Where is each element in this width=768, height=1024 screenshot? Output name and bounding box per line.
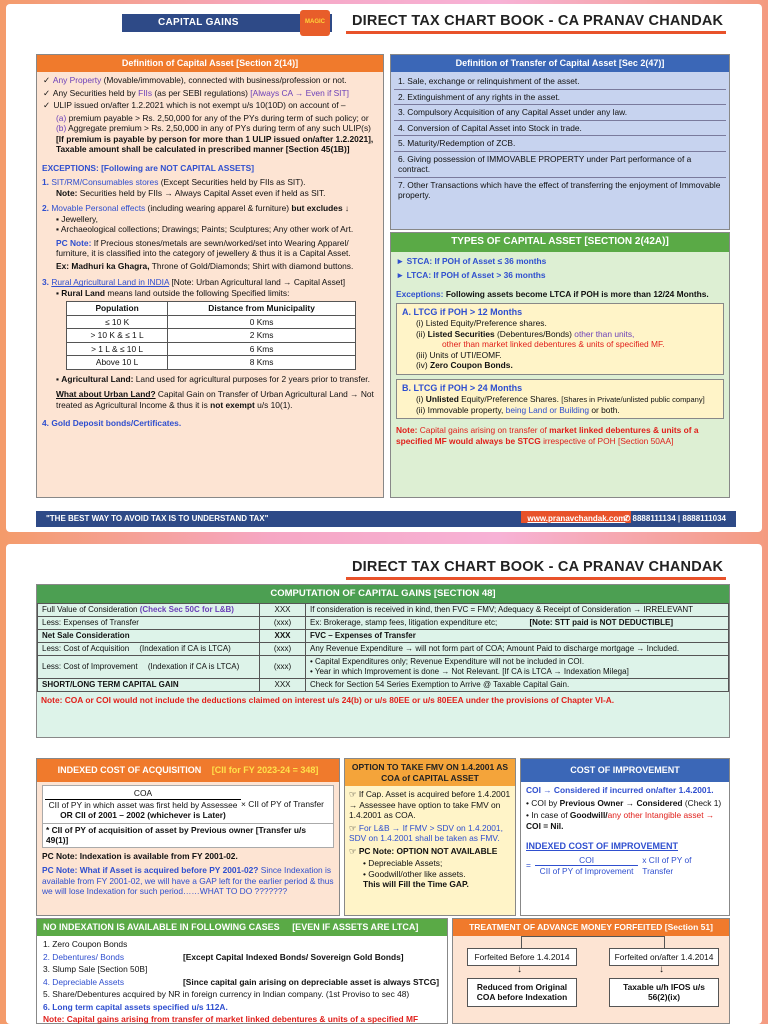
stca-line: ► STCA: If POH of Asset ≤ 36 months bbox=[396, 255, 547, 266]
ltcg-12-box bbox=[396, 303, 724, 375]
text: irrespective of POH [Section 50AA] bbox=[543, 435, 674, 446]
panel-header: NO INDEXATION IS AVAILABLE IN FOLLOWING CASES bbox=[43, 922, 280, 932]
pointer-icon: ☞ bbox=[349, 789, 357, 800]
formula-denominator-2: OR CII of 2001 – 2002 (whichever is Later) bbox=[60, 810, 226, 821]
page-capital-gains-2 bbox=[6, 544, 762, 1024]
formula-numerator: COI bbox=[579, 854, 595, 865]
footer-phone: 8888111134 | 8888111034 bbox=[632, 514, 726, 523]
table-row bbox=[38, 655, 729, 678]
arrow-down-icon: ↓ bbox=[659, 963, 664, 975]
box-title: B. LTCG if POH > 24 Months bbox=[402, 382, 523, 393]
text: 2. Debentures/ Bonds bbox=[43, 951, 125, 962]
formula-denominator: CII of PY in which asset was first held by Assessee bbox=[45, 799, 241, 811]
arrow-down-icon: ↓ bbox=[517, 963, 522, 975]
website-link[interactable]: www.pranavchandak.com bbox=[521, 511, 631, 523]
fmv-option-panel: OPTION TO TAKE FMV ON 1.4.2001 AS COA of CAPITAL ASSET ☞ If Cap. Asset is acquired before 1.4.2001 → Assessee have option to take FMV on 1.4.2001 as COA. ☞ For L&B → If FMV > SDV on 1.4.2001, SDV on 1.4.2001 shall be taken as FMV. ☞ PC Note: OPTION NOT AVAILABLE • Depreciable Assets; • Goodwill/other like assets. This will Fill the Time GAP. bbox=[344, 758, 516, 916]
cell: > 1 L & ≤ 10 L bbox=[67, 342, 168, 356]
indexed-cost-panel bbox=[36, 758, 340, 916]
check-icon: ✓ bbox=[42, 75, 51, 86]
text: other than units, bbox=[574, 328, 635, 339]
text: other than market linked debentures & units of specified MF. bbox=[442, 339, 665, 350]
text: [Shares in Private/unlisted public company] bbox=[561, 395, 705, 404]
cii-value: [CII for FY 2023-24 = 348] bbox=[211, 765, 319, 775]
text: (a) bbox=[56, 112, 67, 123]
table-row bbox=[38, 642, 729, 655]
panel-header: COST OF IMPROVEMENT bbox=[521, 759, 729, 782]
text: (Movable/immovable), connected with business/profession or not. bbox=[103, 75, 347, 86]
list-item bbox=[43, 989, 441, 1000]
flow-result-after: Taxable u/h IFOS u/s 56(2)(ix) bbox=[609, 978, 719, 1007]
list-item bbox=[43, 952, 441, 963]
text: In case of bbox=[531, 810, 568, 821]
panel-header: OPTION TO TAKE FMV ON 1.4.2001 AS COA of CAPITAL ASSET bbox=[345, 759, 515, 786]
list-item: 4. Conversion of Capital Asset into Stock in trade. bbox=[394, 121, 726, 137]
cell: Less: Cost of Acquisition bbox=[42, 643, 130, 653]
text: 3. bbox=[42, 277, 49, 288]
cell: 6 Kms bbox=[168, 342, 356, 356]
table-row bbox=[38, 616, 729, 629]
table-row bbox=[67, 342, 356, 356]
capital-asset-definition-panel: Definition of Capital Asset [Section 2(14)] ✓ Any Property (Movable/immovable), connected with business/profession or not. ✓ Any Securities held by FIIs (as per SEBI regulations) [Always CA → Even if SIT] ✓ ULIP issued on/after 1.2.2021 which is not exempt u/s 10(10D) on account of – (a) premium payable > Rs. 2,50,000 for any of the PYs during term of such policy; or (b) Aggregate premium > Rs. 2,50,000 in any of PYs during term of any such ULIP(s) [If premium is payable by person for more than 1 ULIP issued on/after 1.2.2021], Taxable amount shall be calculated in prescribed manner [Section 45(1B)] EXCEPTIONS: [Following are NOT CAPITAL ASSETS] 1. SIT/RM/Consumables stores (Except Securities held by FIIs as SIT). Note: Securities held by FIIs → Always Capital Asset even if held as SIT. 2. Movable Personal effects (including wearing apparel & furniture) but excludes ↓ ▪ Jewellery, ▪ Archaeological collections; Drawings; Paints; Sculptures; Any other work of Art. PC Note: If Precious stones/metals are sewn/worked/set into Wearing Apparel/ furniture, it is classified into the category of jewellery & thus it is a Capital Asset. Ex: Madhuri ka Ghagra, Throne of Gold/Diamonds; Shirt with diamond buttons. 3. Rural Agricultural Land in INDIA [Note: Urban Agricultural land → Capital Asset] ▪ Rural Land means land outside the following Specified limits: Population Distance from Municipality ≤ 10 K 0 Kms > 10 K & ≤ 1 L 2 Kms > 1 L & ≤ 10 L 6 Kms Above 10 L 8 Kms ▪ Agricultural Land: Land used for agricultural purposes for 2 years prior to transfer. What about Urban Land? Capital Gain on Transfer of Urban Agricultural Land → Not treated as Agricultural Income & thus it is not exempt u/s 10(1). 4. Gold Deposit bonds/Certificates. bbox=[36, 54, 384, 498]
text: 4. bbox=[42, 418, 49, 429]
text: Exceptions: bbox=[396, 288, 444, 299]
computation-table bbox=[37, 603, 729, 692]
cost-of-improvement-panel: COST OF IMPROVEMENT COI → Considered if incurred on/after 1.4.2001. • COI by Previous Owner → Considered (Check 1) • In case of Goodwill/any other Intangible asset → COI = Nil. INDEXED COST OF IMPROVEMENT = COI CII of PY of Improvement x CII of PY of Transfer bbox=[520, 758, 730, 916]
list-item bbox=[43, 1002, 441, 1013]
text: but excludes ↓ bbox=[291, 203, 350, 214]
list-item bbox=[43, 964, 441, 975]
panel-header-2: [EVEN IF ASSETS ARE LTCA] bbox=[292, 922, 419, 932]
text: Since Indexation is available from FY 2001-02, we will have a GAP left for the earlier period & thus we will lose Indexation for such period……WHAT TO DO ??????? bbox=[42, 865, 334, 897]
cell: (xxx) bbox=[260, 655, 306, 678]
advance-money-panel bbox=[452, 918, 730, 1024]
text: SIT/RM/Consumables stores bbox=[51, 177, 159, 188]
list-item bbox=[43, 977, 441, 988]
cell: 2 Kms bbox=[168, 329, 356, 343]
formula-multiplier: x CII of PY of Transfer bbox=[642, 855, 692, 876]
list-item: 1. Sale, exchange or relinquishment of the asset. bbox=[394, 74, 726, 90]
flow-box-before: Forfeited Before 1.4.2014 bbox=[467, 948, 577, 967]
list-item: 6. Giving possession of IMMOVABLE PROPERTY under Part performance of a contract. bbox=[394, 152, 726, 178]
table-row bbox=[38, 678, 729, 691]
text: Aggregate premium > Rs. 2,50,000 in any of PYs during term of any such ULIP(s) bbox=[68, 123, 371, 134]
text: (i) Listed Equity/Preference shares. bbox=[416, 318, 547, 329]
text: 1. Zero Coupon Bonds bbox=[43, 939, 128, 950]
text: means land outside the following Specified limits: bbox=[107, 287, 290, 298]
pc-note: PC Note: Indexation is available from FY 2001-02. bbox=[42, 850, 238, 861]
table-header: Population bbox=[67, 302, 168, 316]
cell: 8 Kms bbox=[168, 356, 356, 370]
cell: SHORT/LONG TERM CAPITAL GAIN bbox=[38, 678, 260, 691]
text: COI = Nil. bbox=[526, 820, 564, 831]
text: being Land or Building bbox=[505, 404, 590, 415]
book-title: DIRECT TAX CHART BOOK - CA PRANAV CHANDAK bbox=[346, 558, 726, 580]
rural-land-table bbox=[66, 301, 356, 370]
panel-header: TYPES OF CAPITAL ASSET [SECTION 2(42A)] bbox=[391, 233, 729, 252]
types-of-capital-asset-panel bbox=[390, 232, 730, 498]
cell: XXX bbox=[260, 603, 306, 616]
text: Goodwill/other like assets. bbox=[368, 868, 466, 879]
page-footer bbox=[36, 511, 736, 527]
cell: (Indexation if CA is LTCA) bbox=[139, 643, 231, 653]
cell: 0 Kms bbox=[168, 315, 356, 329]
text: (i) bbox=[416, 394, 424, 404]
text: Rural Land bbox=[61, 287, 106, 298]
formula-footnote: * CII of PY of acquisition of asset by Previous owner [Transfer u/s 49(1)] bbox=[42, 824, 334, 848]
text: (ii) Immovable property, bbox=[416, 404, 504, 415]
cell: If consideration is received in kind, then FVC = FMV; Adequacy & Receipt of Consideration → IRRELEVANT bbox=[306, 603, 729, 616]
text: [Since capital gain arising on depreciable asset is always STCG] bbox=[183, 976, 439, 987]
text: Rural Agricultural Land in INDIA bbox=[51, 277, 170, 288]
text: Equity/Preference Shares. bbox=[461, 394, 559, 404]
cell: (Indexation if CA is LTCA) bbox=[147, 661, 240, 671]
footer-quote: "THE BEST WAY TO AVOID TAX IS TO UNDERSTAND TAX" bbox=[46, 514, 269, 523]
text: Unlisted bbox=[425, 394, 459, 404]
text: not exempt bbox=[210, 399, 255, 410]
cell: Less: Expenses of Transfer bbox=[38, 616, 260, 629]
cell: Less: Cost of Improvement bbox=[42, 661, 138, 671]
text: 6. Long term capital assets specified u/s 112A. bbox=[43, 1001, 228, 1012]
text: 2. bbox=[42, 203, 49, 214]
text: market linked debentures & units of a specified MF would always be STCG bbox=[396, 425, 699, 446]
text: Land used for agricultural purposes for 2 years prior to transfer. bbox=[135, 373, 370, 384]
text: [Except Capital Indexed Bonds/ Sovereign Gold Bonds] bbox=[183, 951, 404, 962]
text: Any Property bbox=[52, 75, 102, 86]
phone-icon: ✆ bbox=[623, 514, 631, 523]
flow-box-after: Forfeited on/after 1.4.2014 bbox=[609, 948, 719, 967]
flow-connector bbox=[521, 936, 665, 948]
text: [Always CA → Even if SIT] bbox=[250, 87, 349, 98]
cell: FVC – Expenses of Transfer bbox=[306, 629, 729, 642]
magic-logo: MAGIC bbox=[300, 10, 330, 36]
text: Securities held by FIIs → Always Capital Asset even if held as SIT. bbox=[79, 187, 326, 198]
cell: (xxx) bbox=[260, 642, 306, 655]
flow-result-before: Reduced from Original COA before Indexation bbox=[467, 978, 577, 1007]
text: (iii) Units of UTI/EOMF. bbox=[416, 349, 502, 360]
text: ULIP issued on/after 1.2.2021 which is not exempt u/s 10(10D) on account of – bbox=[53, 100, 346, 111]
text: (as per SEBI regulations) bbox=[154, 87, 248, 98]
text: (iv) bbox=[416, 360, 428, 371]
pointer-icon: ☞ bbox=[349, 845, 357, 856]
table-row bbox=[67, 315, 356, 329]
cell: ≤ 10 K bbox=[67, 315, 168, 329]
text: PC Note: bbox=[56, 237, 92, 248]
text: Capital Gain on Transfer of Urban Agricultural Land → Not treated as Agricultural Income & thus it is bbox=[56, 389, 374, 410]
cell: Above 10 L bbox=[67, 356, 168, 370]
table-header: Distance from Municipality bbox=[168, 302, 356, 316]
text: PC Note: What if Asset is acquired before PY 2001-02? bbox=[42, 865, 259, 876]
text: Capital gains arising on transfer of bbox=[419, 425, 547, 435]
panel-header: TREATMENT OF ADVANCE MONEY FORFEITED [Section 51] bbox=[453, 919, 729, 936]
cell: • Capital Expenditures only; Revenue Expenditure will not be included in COI. bbox=[310, 656, 585, 666]
text: (Debentures/Bonds) bbox=[497, 328, 572, 339]
cell: Ex: Brokerage, stamp fees, litigation expenditure etc; bbox=[310, 617, 498, 627]
text: (b) bbox=[56, 123, 67, 134]
text: Listed Securities bbox=[427, 328, 495, 339]
text: For L&B → If FMV > SDV on 1.4.2001, bbox=[358, 822, 503, 833]
list-item: 3. Compulsory Acquisition of any Capital Asset under any law. bbox=[394, 105, 726, 121]
text: 3. Slump Sale [Section 50B] bbox=[43, 964, 148, 975]
text: (including wearing apparel & furniture) bbox=[147, 203, 290, 214]
table-row bbox=[38, 629, 729, 642]
ltca-line: ► LTCA: If POH of Asset > 36 months bbox=[396, 270, 546, 280]
text: or both. bbox=[591, 404, 620, 415]
box-title: A. LTCG if POH > 12 Months bbox=[402, 307, 523, 317]
text: Gold Deposit bonds/Certificates. bbox=[51, 418, 182, 429]
text: If Cap. Asset is acquired before 1.4.2001 → Assessee have option to take FMV on 1.4.2001 as COA. bbox=[349, 789, 511, 821]
text: COI → Considered if incurred on/after 1.4.2001. bbox=[526, 785, 714, 796]
list-item bbox=[43, 939, 441, 950]
text: Movable Personal effects bbox=[51, 203, 146, 214]
text: Note: bbox=[56, 187, 78, 198]
cell: (xxx) bbox=[260, 616, 306, 629]
text: COI by bbox=[531, 797, 558, 808]
cell: XXX bbox=[260, 678, 306, 691]
text: Following assets become LTCA if POH is more than 12/24 Months. bbox=[445, 288, 709, 299]
list-item: 7. Other Transactions which have the effect of transferring the enjoyment of Immovable property. bbox=[398, 179, 721, 201]
formula-multiplier: × CII of PY of Transfer bbox=[241, 799, 324, 810]
transfer-definition-panel bbox=[390, 54, 730, 230]
section-tab: CAPITAL GAINS bbox=[122, 14, 332, 32]
text: u/s 10(1). bbox=[257, 399, 293, 410]
ltcg-24-box bbox=[396, 379, 724, 419]
text: (ii) bbox=[416, 328, 426, 339]
text: any other Intangible asset → bbox=[607, 810, 715, 821]
text: (Except Securities held by FIIs as SIT). bbox=[160, 177, 306, 188]
formula-numerator: COA bbox=[133, 788, 153, 799]
text: Jewellery, bbox=[61, 213, 98, 224]
computation-note: Note: COA or COI would not include the deductions claimed on interest u/s 24(b) or u/s 80EE or u/s 80EEA under the provisions of Chapter VI-A. bbox=[41, 694, 615, 705]
table-row bbox=[67, 356, 356, 370]
cell: Full Value of Consideration bbox=[42, 604, 138, 614]
text: 4. Depreciable Assets bbox=[43, 976, 125, 987]
text: Ex: Madhuri ka Ghagra, bbox=[56, 260, 150, 271]
text: If Precious stones/metals are sewn/worked/set into Wearing Apparel/ furniture, it is classified into the category of jewellery & thus it is a Capital Asset. bbox=[56, 237, 351, 259]
formula-denominator: CII of PY of Improvement bbox=[535, 865, 638, 877]
no-indexation-panel bbox=[36, 918, 448, 1024]
book-title: DIRECT TAX CHART BOOK - CA PRANAV CHANDAK bbox=[346, 12, 726, 34]
check-icon: ✓ bbox=[42, 87, 51, 98]
computation-panel bbox=[36, 584, 730, 738]
text: Goodwill/ bbox=[569, 810, 608, 821]
table-row bbox=[38, 603, 729, 616]
panel-header: Definition of Transfer of Capital Asset [Sec 2(47)] bbox=[391, 55, 729, 72]
text: [If premium is payable by person for more than 1 ULIP issued on/after 1.2.2021], bbox=[56, 133, 374, 144]
text: Previous Owner → Considered bbox=[559, 797, 683, 808]
table-row bbox=[67, 329, 356, 343]
text: Taxable amount shall be calculated in prescribed manner [Section 45(1B)] bbox=[56, 144, 350, 155]
panel-header: INDEXED COST OF ACQUISITION bbox=[57, 765, 202, 775]
text: What about Urban Land? bbox=[56, 389, 156, 400]
text: [Note: Urban Agricultural land → Capital Asset] bbox=[171, 277, 346, 288]
panel-header: Definition of Capital Asset [Section 2(14)] bbox=[37, 55, 383, 72]
text: 5. Share/Debentures acquired by NR in foreign currency in Indian company. (1st Proviso to sec 48) bbox=[43, 989, 410, 1000]
text: Throne of Gold/Diamonds; Shirt with diamond buttons. bbox=[151, 260, 354, 271]
cell: (Check Sec 50C for L&B) bbox=[139, 604, 234, 614]
text: Note: Capital gains arising from transfer of market linked debentures & units of a specified MF bbox=[43, 1014, 419, 1024]
cell: > 10 K & ≤ 1 L bbox=[67, 329, 168, 343]
text: 1. bbox=[42, 177, 49, 188]
panel-header: COMPUTATION OF CAPITAL GAINS [SECTION 48] bbox=[37, 585, 729, 603]
text: Archaeological collections; Drawings; Paints; Sculptures; Any other work of Art. bbox=[60, 224, 354, 235]
text: FIIs bbox=[138, 87, 153, 98]
cell: XXX bbox=[260, 629, 306, 642]
cell: Any Revenue Expenditure → will not form part of COA; Amount Paid to discharge mortgage → Included. bbox=[306, 642, 729, 655]
cell: • Year in which Improvement is done → Not Relevant. [If CA is LTCA → Indexation Milega] bbox=[310, 666, 629, 676]
text: PC Note: OPTION NOT AVAILABLE bbox=[358, 845, 498, 856]
text: INDEXED COST OF IMPROVEMENT bbox=[526, 841, 679, 852]
list-item: 5. Maturity/Redemption of ZCB. bbox=[394, 136, 726, 152]
text: SDV on 1.4.2001 shall be taken as FMV. bbox=[349, 833, 500, 844]
text: Zero Coupon Bonds. bbox=[429, 360, 513, 371]
page-capital-gains-1 bbox=[6, 4, 762, 532]
text: premium payable > Rs. 2,50,000 for any of the PYs during term of such policy; or bbox=[68, 112, 369, 123]
check-icon: ✓ bbox=[42, 100, 51, 111]
cell: Net Sale Consideration bbox=[38, 629, 260, 642]
text: This will Fill the Time GAP. bbox=[363, 879, 469, 890]
text: Note: bbox=[396, 425, 418, 435]
text: Agricultural Land: bbox=[61, 373, 134, 384]
pointer-icon: ☞ bbox=[349, 822, 357, 833]
exceptions-heading: EXCEPTIONS: [Following are NOT CAPITAL ASSETS] bbox=[42, 162, 255, 173]
text: (Check 1) bbox=[684, 797, 722, 808]
text: Any Securities held by bbox=[52, 87, 136, 98]
list-item: 2. Extinguishment of any rights in the asset. bbox=[394, 90, 726, 106]
cell: [Note: STT paid is NOT DEDUCTIBLE] bbox=[529, 617, 674, 627]
cell: Check for Section 54 Series Exemption to Arrive @ Taxable Capital Gain. bbox=[306, 678, 729, 691]
text: Depreciable Assets; bbox=[368, 858, 443, 869]
